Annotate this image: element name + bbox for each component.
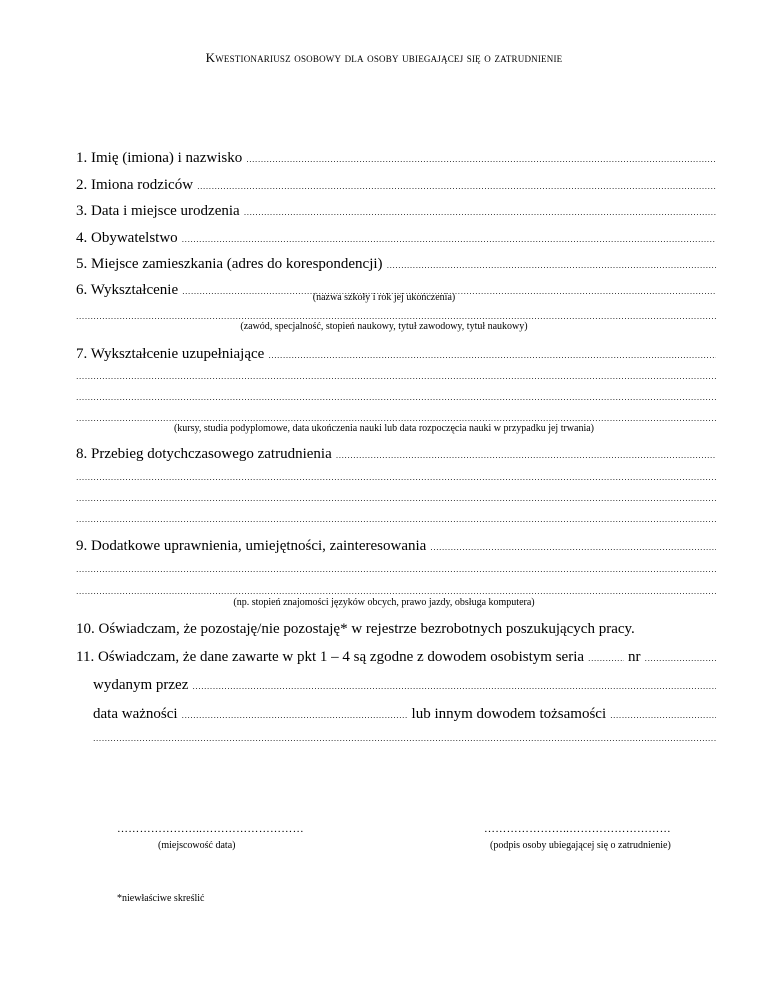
field-employment-label: 8. Przebieg dotychczasowego zatrudnienia bbox=[76, 446, 332, 462]
field-address[interactable] bbox=[76, 256, 716, 273]
field-parents[interactable] bbox=[76, 177, 716, 194]
field-citizenship-label: 4. Obywatelstwo bbox=[76, 230, 178, 246]
field-birth-line[interactable] bbox=[244, 207, 716, 217]
field-skills-label: 9. Dodatkowe uprawnienia, umiejętności, zainteresowania bbox=[76, 538, 427, 554]
field-validity[interactable] bbox=[93, 706, 716, 723]
skills-line-2[interactable] bbox=[76, 564, 716, 574]
document-title: Kwestionariusz osobowy dla osoby ubiegającej się o zatrudnienie bbox=[205, 50, 563, 65]
issued-by-label: wydanym przez bbox=[93, 677, 189, 693]
id-number-label: nr bbox=[628, 649, 641, 665]
field-skills[interactable] bbox=[76, 538, 716, 555]
field-birth[interactable] bbox=[76, 203, 716, 220]
other-id-line[interactable] bbox=[610, 710, 716, 720]
place-date-label: (miejscowość data) bbox=[158, 840, 236, 851]
field-name-label: 1. Imię (imiona) i nazwisko bbox=[76, 150, 243, 166]
id-series-line[interactable] bbox=[588, 653, 624, 663]
employment-line-2[interactable] bbox=[76, 472, 716, 482]
education-note-school: (nazwa szkoły i rok jej ukończenia) bbox=[312, 292, 456, 303]
id-number-line[interactable] bbox=[645, 653, 716, 663]
signature-label: (podpis osoby ubiegającej się o zatrudnienie) bbox=[490, 840, 671, 851]
field-employment-line[interactable] bbox=[336, 450, 716, 460]
issued-by-line[interactable] bbox=[192, 681, 716, 691]
additional-education-line-3[interactable] bbox=[76, 392, 716, 402]
validity-label: data ważności bbox=[93, 706, 178, 722]
other-id-line-2[interactable] bbox=[93, 733, 716, 743]
additional-education-line-2[interactable] bbox=[76, 371, 716, 381]
field-name-line[interactable] bbox=[246, 154, 716, 164]
field-citizenship[interactable] bbox=[76, 230, 716, 247]
skills-note: (np. stopień znajomości języków obcych, prawo jazdy, obsługa komputera) bbox=[233, 597, 535, 608]
signature-line[interactable] bbox=[484, 823, 680, 835]
skills-line-3[interactable] bbox=[76, 586, 716, 596]
field-additional-education-line[interactable] bbox=[268, 350, 716, 360]
field-issued-by[interactable] bbox=[93, 677, 716, 694]
field-address-line[interactable] bbox=[387, 260, 716, 270]
field-additional-education[interactable] bbox=[76, 346, 716, 363]
other-id-label: lub innym dowodem tożsamości bbox=[411, 706, 607, 722]
field-additional-education-label: 7. Wykształcenie uzupełniające bbox=[76, 346, 265, 362]
field-skills-line[interactable] bbox=[430, 542, 716, 552]
employment-line-4[interactable] bbox=[76, 514, 716, 524]
field-parents-label: 2. Imiona rodziców bbox=[76, 177, 194, 193]
footnote: *niewłaściwe skreślić bbox=[117, 893, 205, 904]
unemployment-statement-text: 10. Oświadczam, że pozostaję/nie pozostaję* w rejestrze bezrobotnych poszukujących pracy. bbox=[76, 621, 635, 637]
field-education-label: 6. Wykształcenie bbox=[76, 282, 179, 298]
field-address-label: 5. Miejsce zamieszkania (adres do korespondencji) bbox=[76, 256, 383, 272]
field-id-statement[interactable] bbox=[76, 649, 716, 666]
education-line-2[interactable] bbox=[76, 311, 716, 321]
field-employment[interactable] bbox=[76, 446, 716, 463]
employment-line-3[interactable] bbox=[76, 493, 716, 503]
field-birth-label: 3. Data i miejsce urodzenia bbox=[76, 203, 240, 219]
additional-education-note: (kursy, studia podyplomowe, data ukończenia nauki lub data rozpoczęcia nauki w przypadku jej trwania) bbox=[173, 423, 595, 434]
validity-line[interactable] bbox=[182, 710, 408, 720]
field-citizenship-line[interactable] bbox=[182, 234, 716, 244]
place-date-line[interactable] bbox=[117, 823, 313, 835]
education-note-profession: (zawód, specjalność, stopień naukowy, tytuł zawodowy, tytuł naukowy) bbox=[240, 321, 528, 332]
additional-education-line-4[interactable] bbox=[76, 413, 716, 423]
field-name[interactable] bbox=[76, 150, 716, 167]
field-unemployment-statement bbox=[76, 621, 716, 638]
field-parents-line[interactable] bbox=[197, 181, 716, 191]
id-statement-text: 11. Oświadczam, że dane zawarte w pkt 1 – 4 są zgodne z dowodem osobistym seria bbox=[76, 649, 585, 665]
